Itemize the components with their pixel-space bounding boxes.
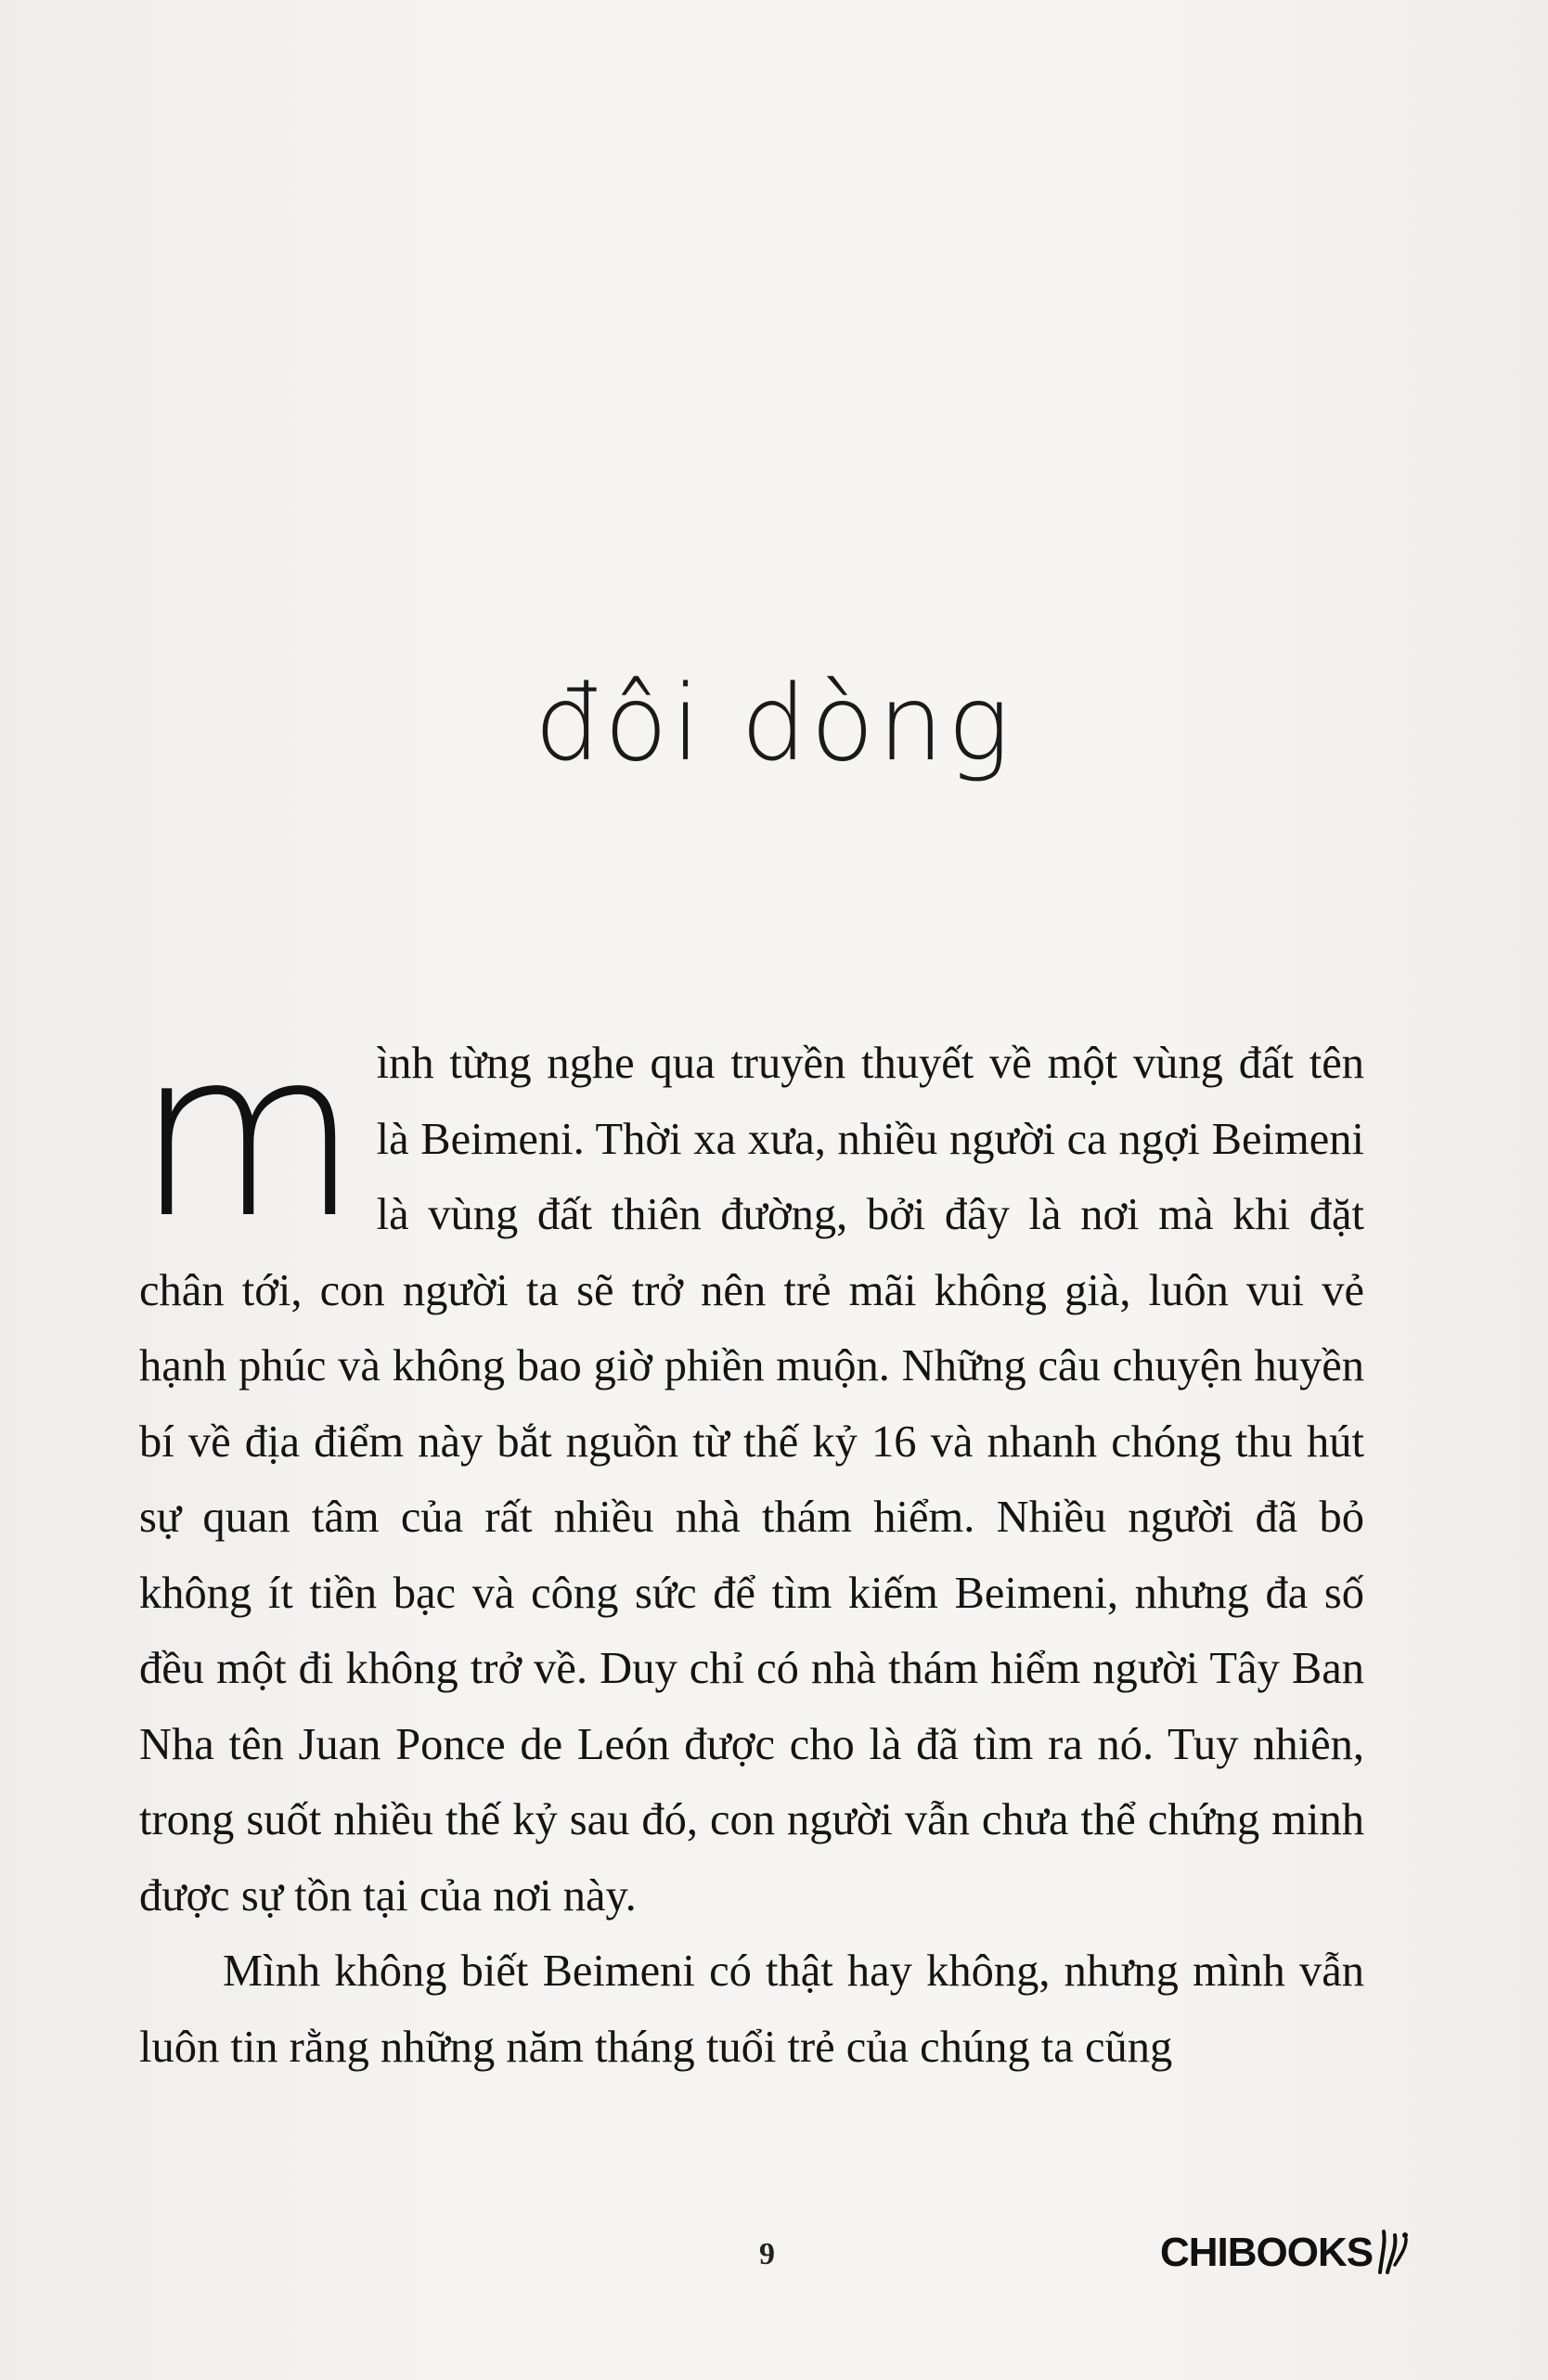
chibooks-leaf-icon	[1374, 2228, 1410, 2276]
publisher-name: CHIBOOKS	[1160, 2230, 1374, 2275]
paragraph-1-text: ình từng nghe qua truyền thuyết về một vùng đất tên là Beimeni. Thời xa xưa, nhiều người ca ngợi Beimeni là vùng đất thiên đường, bởi đây là nơi mà khi đặt chân tới, con người ta sẽ trở nên trẻ mãi không già, luôn vui vẻ hạnh phúc và không bao giờ phiền muộn. Những câu chuyện huyền bí về địa điểm này bắt nguồn từ thế kỷ 16 và nhanh chóng thu hút sự quan tâm của rất nhiều nhà thám hiểm. Nhiều người đã bỏ không ít tiền bạc và công sức để tìm kiếm Beimeni, nhưng đa số đều một đi không trở về. Duy chỉ có nhà thám hiểm người Tây Ban Nha tên Juan Ponce de León được cho là đã tìm ra nó. Tuy nhiên, trong suốt nhiều thế kỷ sau đó, con người vẫn chưa thể chứng minh được sự tồn tại của nơi này.	[139, 1039, 1364, 1921]
paragraph-1	[135, 1002, 1364, 1934]
page-number: 9	[759, 2237, 775, 2271]
paragraph-2: Mình không biết Beimeni có thật hay không, nhưng mình vẫn luôn tin rằng những năm tháng tuổi trẻ của chúng ta cũng	[139, 1947, 1364, 2072]
publisher-logo	[1160, 2228, 1410, 2276]
chapter-title: đôi dòng	[534, 664, 1014, 784]
body-text	[135, 1002, 1364, 2085]
drop-cap: m	[135, 1002, 360, 1269]
